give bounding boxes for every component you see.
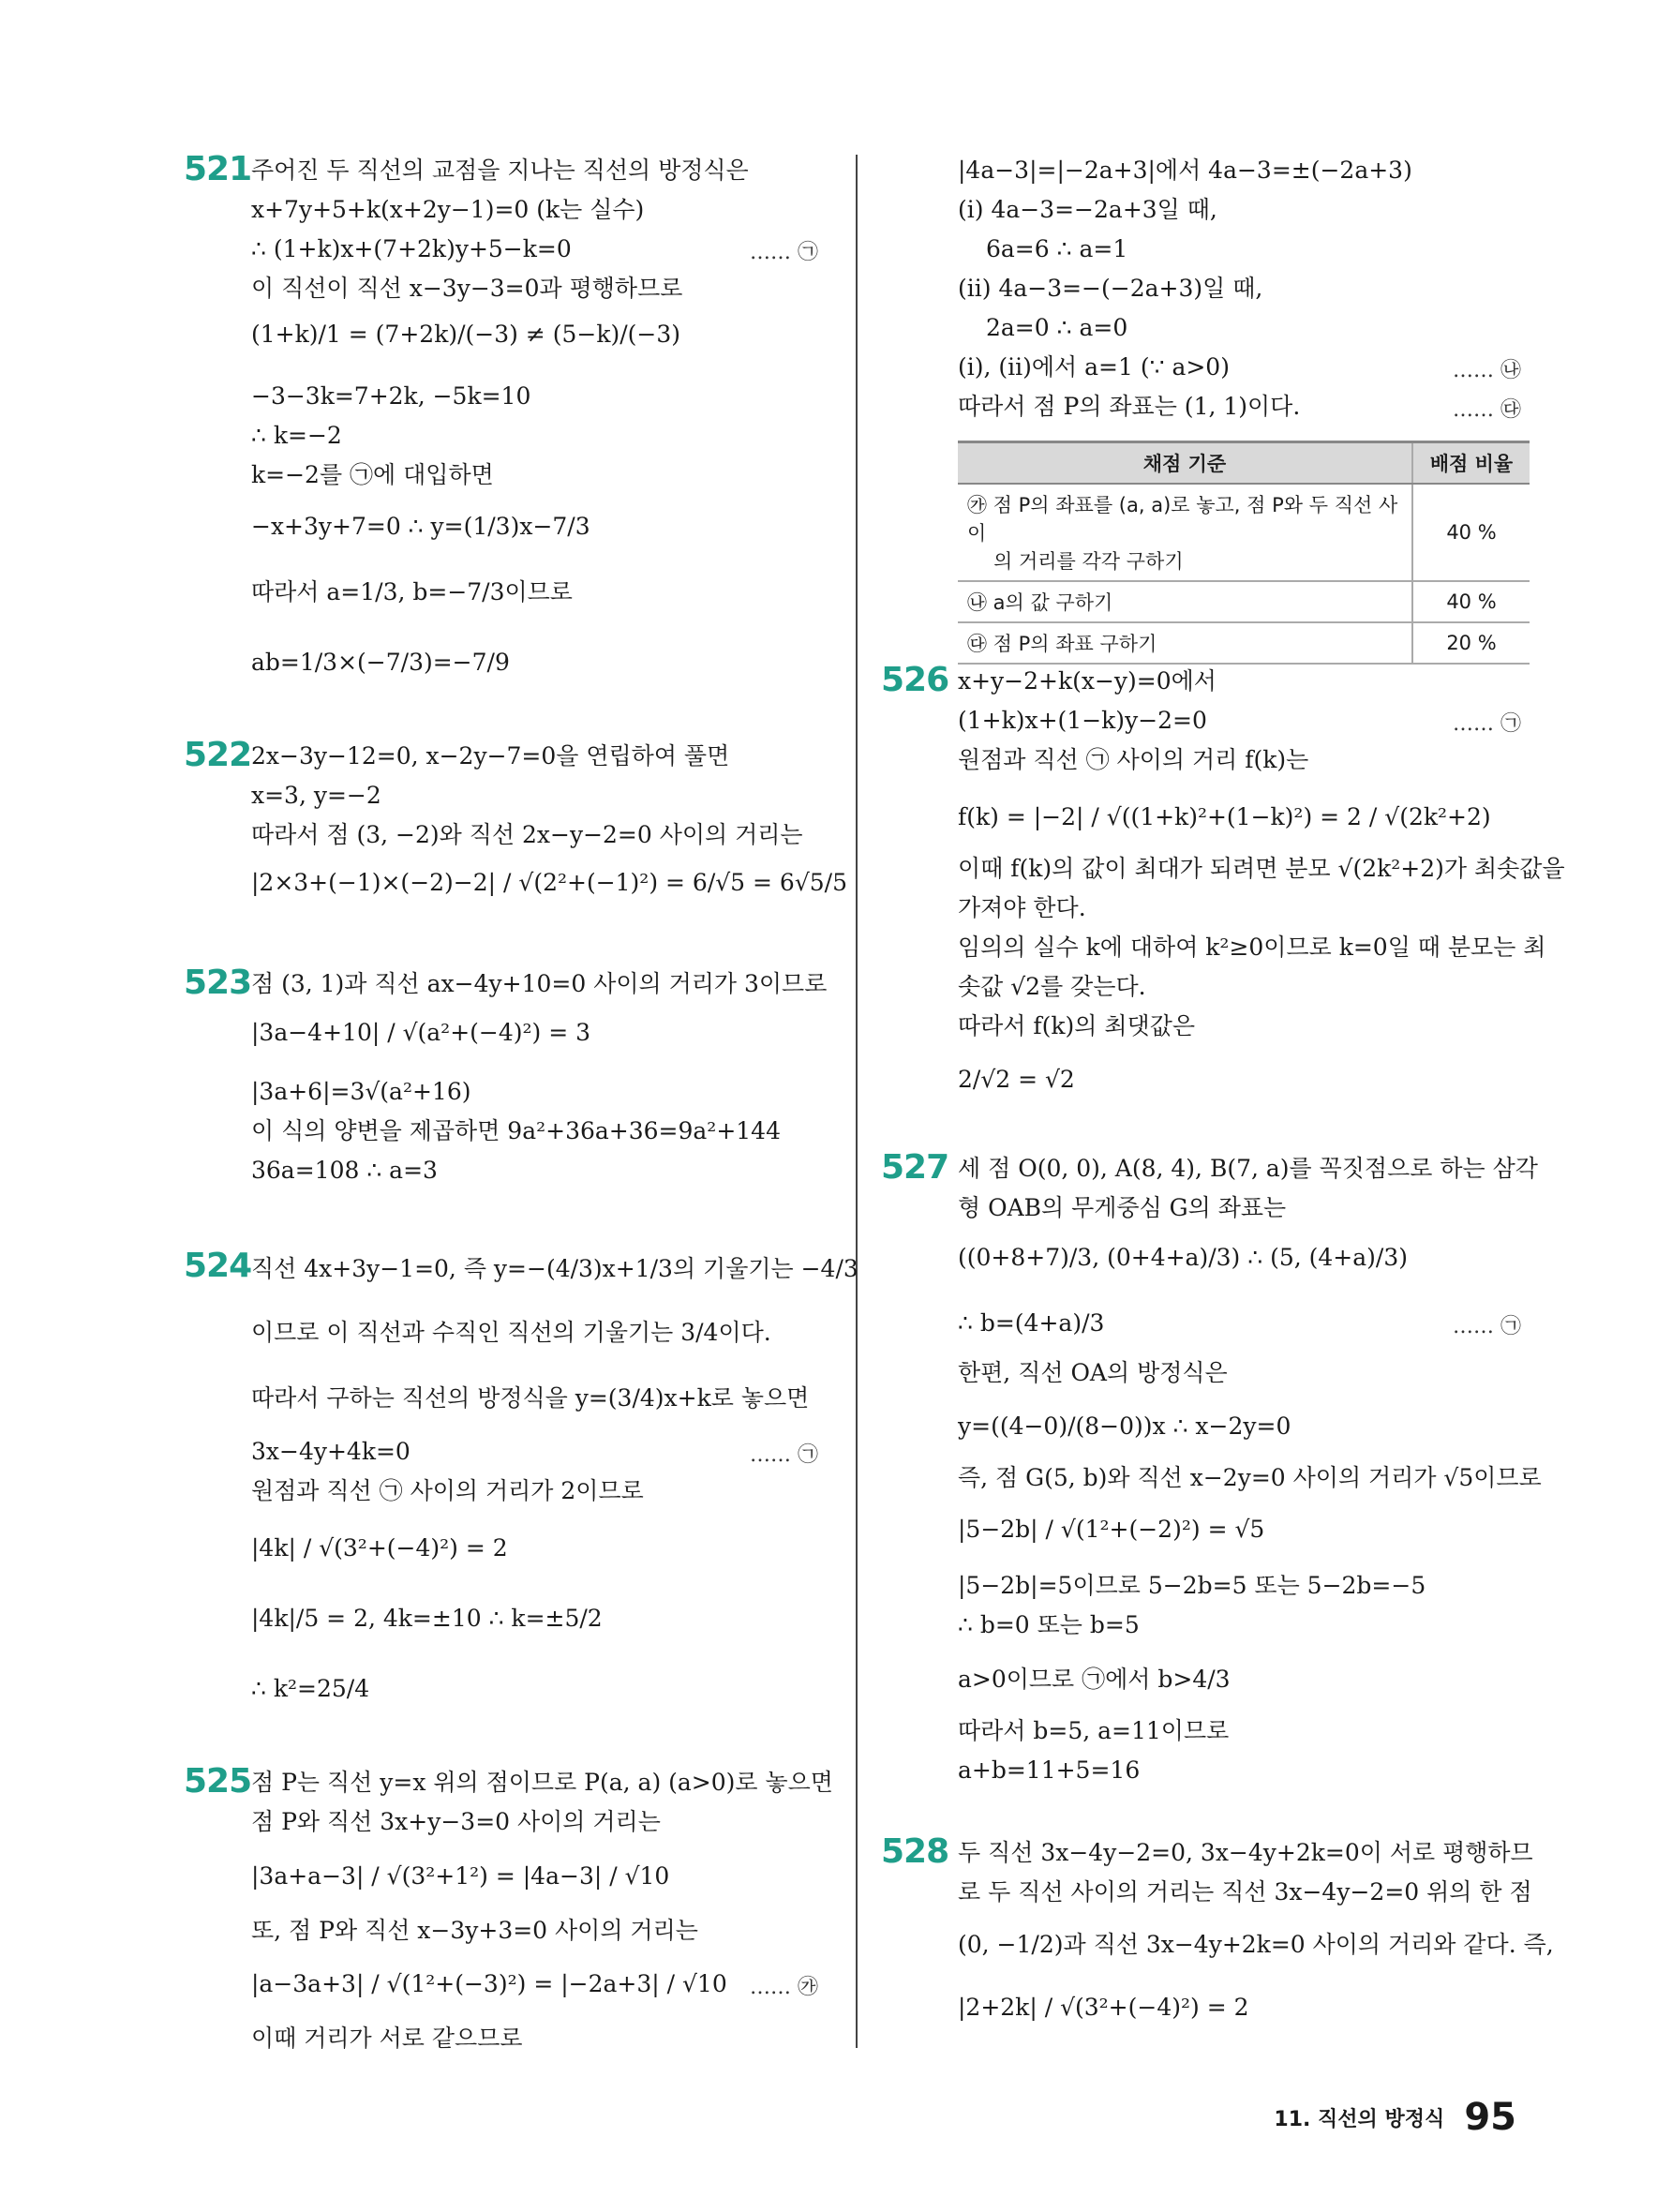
- solution-line: |4k|/5 = 2, 4k=±10 ∴ k=±5/2: [251, 1605, 603, 1632]
- grading-header-row: [958, 442, 1530, 485]
- page-footer: [1274, 2096, 1516, 2139]
- solution-line: 주어진 두 직선의 교점을 지나는 직선의 방정식은: [251, 157, 749, 184]
- solution-line: (i) 4a−3=−2a+3일 때,: [958, 196, 1217, 223]
- solution-line: ∴ k=−2: [251, 422, 342, 449]
- solution-line: 따라서 점 (3, −2)와 직선 2x−y−2=0 사이의 거리는: [251, 821, 803, 848]
- solution-line: 6a=6 ∴ a=1: [986, 235, 1128, 262]
- problem-number: 522: [184, 736, 252, 774]
- equation-marker: …… ㉠: [1453, 712, 1521, 736]
- solution-line: (i), (ii)에서 a=1 (∵ a>0): [958, 353, 1230, 381]
- equation-marker: …… ㉰: [1453, 398, 1521, 422]
- solution-line: |3a+a−3| / √(3²+1²) = |4a−3| / √10: [251, 1862, 670, 1890]
- grading-row: [958, 581, 1530, 622]
- solution-line: |a−3a+3| / √(1²+(−3)²) = |−2a+3| / √10: [251, 1970, 727, 1997]
- solution-line: −x+3y+7=0 ∴ y=(1/3)x−7/3: [251, 513, 590, 540]
- grading-criteria: ㉯ a의 값 구하기: [958, 581, 1412, 622]
- solution-line: ∴ (1+k)x+(7+2k)y+5−k=0: [251, 235, 572, 262]
- equation-marker: …… ㉯: [1453, 359, 1521, 382]
- solution-line: 이므로 이 직선과 수직인 직선의 기울기는 3/4이다.: [251, 1319, 771, 1346]
- solution-line: |2×3+(−1)×(−2)−2| / √(2²+(−1)²) = 6/√5 = 6√5/5: [251, 869, 847, 896]
- solution-line: 원점과 직선 ㉠ 사이의 거리가 2이므로: [251, 1477, 644, 1504]
- solution-line: |4a−3|=|−2a+3|에서 4a−3=±(−2a+3): [958, 157, 1412, 184]
- solution-line: 이때 거리가 서로 같으므로: [251, 2025, 523, 2052]
- solution-line: 로 두 직선 사이의 거리는 직선 3x−4y−2=0 위의 한 점: [958, 1878, 1532, 1906]
- grading-criteria: [958, 484, 1412, 581]
- solution-line: x=3, y=−2: [251, 782, 381, 809]
- solution-line: ∴ b=0 또는 b=5: [958, 1611, 1140, 1638]
- problem-number: 525: [184, 1762, 252, 1801]
- solution-line: (1+k)/1 = (7+2k)/(−3) ≠ (5−k)/(−3): [251, 321, 681, 348]
- solution-line: ab=1/3×(−7/3)=−7/9: [251, 649, 510, 676]
- solution-line: 따라서 b=5, a=11이므로: [958, 1717, 1230, 1744]
- solution-line: |4k| / √(3²+(−4)²) = 2: [251, 1534, 508, 1562]
- solution-line: (ii) 4a−3=−(−2a+3)일 때,: [958, 275, 1263, 302]
- grading-criteria: ㉰ 점 P의 좌표 구하기: [958, 622, 1412, 664]
- grading-table: [958, 441, 1530, 665]
- solution-line: 점 P와 직선 3x+y−3=0 사이의 거리는: [251, 1808, 661, 1835]
- solution-line: 두 직선 3x−4y−2=0, 3x−4y+2k=0이 서로 평행하므: [958, 1839, 1533, 1866]
- solution-line: |2+2k| / √(3²+(−4)²) = 2: [958, 1994, 1249, 2021]
- solution-line: ∴ b=(4+a)/3: [958, 1309, 1105, 1337]
- solution-line: |5−2b|=5이므로 5−2b=5 또는 5−2b=−5: [958, 1572, 1426, 1599]
- solution-line: 임의의 실수 k에 대하여 k²≥0이므로 k=0일 때 분모는 최: [958, 934, 1546, 961]
- solution-line: 2x−3y−12=0, x−2y−7=0을 연립하여 풀면: [251, 742, 730, 770]
- solution-line: 이 식의 양변을 제곱하면 9a²+36a+36=9a²+144: [251, 1117, 781, 1144]
- solution-line: k=−2를 ㉠에 대입하면: [251, 461, 494, 488]
- equation-marker: …… ㉠: [750, 241, 818, 264]
- problem-number: 527: [881, 1148, 949, 1187]
- solution-line: 또, 점 P와 직선 x−3y+3=0 사이의 거리는: [251, 1917, 698, 1944]
- solution-line: 세 점 O(0, 0), A(8, 4), B(7, a)를 꼭짓점으로 하는 삼각: [958, 1155, 1538, 1182]
- solution-line: 2/√2 = √2: [958, 1066, 1075, 1093]
- solution-line: 점 (3, 1)과 직선 ax−4y+10=0 사이의 거리가 3이므로: [251, 970, 828, 997]
- grading-row: [958, 484, 1530, 581]
- solution-line: −3−3k=7+2k, −5k=10: [251, 382, 531, 410]
- problem-number: 521: [184, 150, 252, 188]
- solution-line: 36a=108 ∴ a=3: [251, 1157, 438, 1184]
- solution-line: 3x−4y+4k=0: [251, 1438, 411, 1465]
- solution-line: 따라서 구하는 직선의 방정식을 y=(3/4)x+k로 놓으면: [251, 1384, 810, 1412]
- solution-line: 직선 4x+3y−1=0, 즉 y=−(4/3)x+1/3의 기울기는 −4/3: [251, 1255, 858, 1282]
- equation-marker: …… ㉠: [750, 1443, 818, 1467]
- column-divider: [856, 155, 858, 2048]
- solution-line: 이때 f(k)의 값이 최대가 되려면 분모 √(2k²+2)가 최솟값을: [958, 855, 1565, 882]
- solution-line: 따라서 점 P의 좌표는 (1, 1)이다.: [958, 393, 1301, 420]
- problem-number: 524: [184, 1247, 252, 1285]
- equation-marker: …… ㉠: [1453, 1315, 1521, 1338]
- solution-line: f(k) = |−2| / √((1+k)²+(1−k)²) = 2 / √(2k²+2): [958, 803, 1491, 830]
- grading-row: [958, 622, 1530, 664]
- solution-line: a>0이므로 ㉠에서 b>4/3: [958, 1666, 1231, 1693]
- solution-line: 점 P는 직선 y=x 위의 점이므로 P(a, a) (a>0)로 놓으면: [251, 1769, 833, 1796]
- equation-marker: …… ㉮: [750, 1976, 818, 1999]
- solution-line: ((0+8+7)/3, (0+4+a)/3) ∴ (5, (4+a)/3): [958, 1244, 1408, 1271]
- problem-number: 526: [881, 661, 949, 699]
- solution-line: (1+k)x+(1−k)y−2=0: [958, 707, 1207, 734]
- solution-line: a+b=11+5=16: [958, 1756, 1141, 1784]
- solution-line: |3a−4+10| / √(a²+(−4)²) = 3: [251, 1019, 591, 1046]
- solution-line: 솟값 √2를 갖는다.: [958, 973, 1146, 1000]
- criteria-text: 의 거리를 각각 구하기: [993, 550, 1184, 573]
- solution-line: 즉, 점 G(5, b)와 직선 x−2y=0 사이의 거리가 √5이므로: [958, 1464, 1542, 1491]
- grading-ratio: 40 %: [1412, 581, 1530, 622]
- grading-ratio: 40 %: [1412, 484, 1530, 581]
- problem-number: 528: [881, 1832, 949, 1871]
- solution-line: 이 직선이 직선 x−3y−3=0과 평행하므로: [251, 275, 683, 302]
- solution-line: 따라서 a=1/3, b=−7/3이므로: [251, 578, 573, 605]
- grading-header-ratio: 배점 비율: [1412, 442, 1530, 485]
- criteria-text: ㉮ 점 P의 좌표를 (a, a)로 놓고, 점 P와 두 직선 사이: [967, 494, 1398, 545]
- page-number: 95: [1464, 2096, 1516, 2139]
- grading-header-criteria: 채점 기준: [958, 442, 1412, 485]
- solution-line: 따라서 f(k)의 최댓값은: [958, 1012, 1196, 1039]
- solution-line: (0, −1/2)과 직선 3x−4y+2k=0 사이의 거리와 같다. 즉,: [958, 1931, 1554, 1958]
- grading-ratio: 20 %: [1412, 622, 1530, 664]
- solution-line: |5−2b| / √(1²+(−2)²) = √5: [958, 1516, 1265, 1543]
- solution-line: x+y−2+k(x−y)=0에서: [958, 667, 1217, 695]
- problem-number: 523: [184, 964, 252, 1002]
- solution-line: 원점과 직선 ㉠ 사이의 거리 f(k)는: [958, 746, 1309, 773]
- solution-line: 가져야 한다.: [958, 894, 1086, 921]
- solution-line: x+7y+5+k(x+2y−1)=0 (k는 실수): [251, 196, 645, 223]
- solution-line: 한편, 직선 OA의 방정식은: [958, 1359, 1228, 1386]
- solution-line: y=((4−0)/(8−0))x ∴ x−2y=0: [958, 1412, 1291, 1440]
- solution-line: 2a=0 ∴ a=0: [986, 314, 1128, 341]
- solution-line: |3a+6|=3√(a²+16): [251, 1078, 471, 1105]
- solution-line: 형 OAB의 무게중심 G의 좌표는: [958, 1194, 1287, 1221]
- solution-line: ∴ k²=25/4: [251, 1675, 370, 1702]
- chapter-title: 11. 직선의 방정식: [1274, 2107, 1445, 2131]
